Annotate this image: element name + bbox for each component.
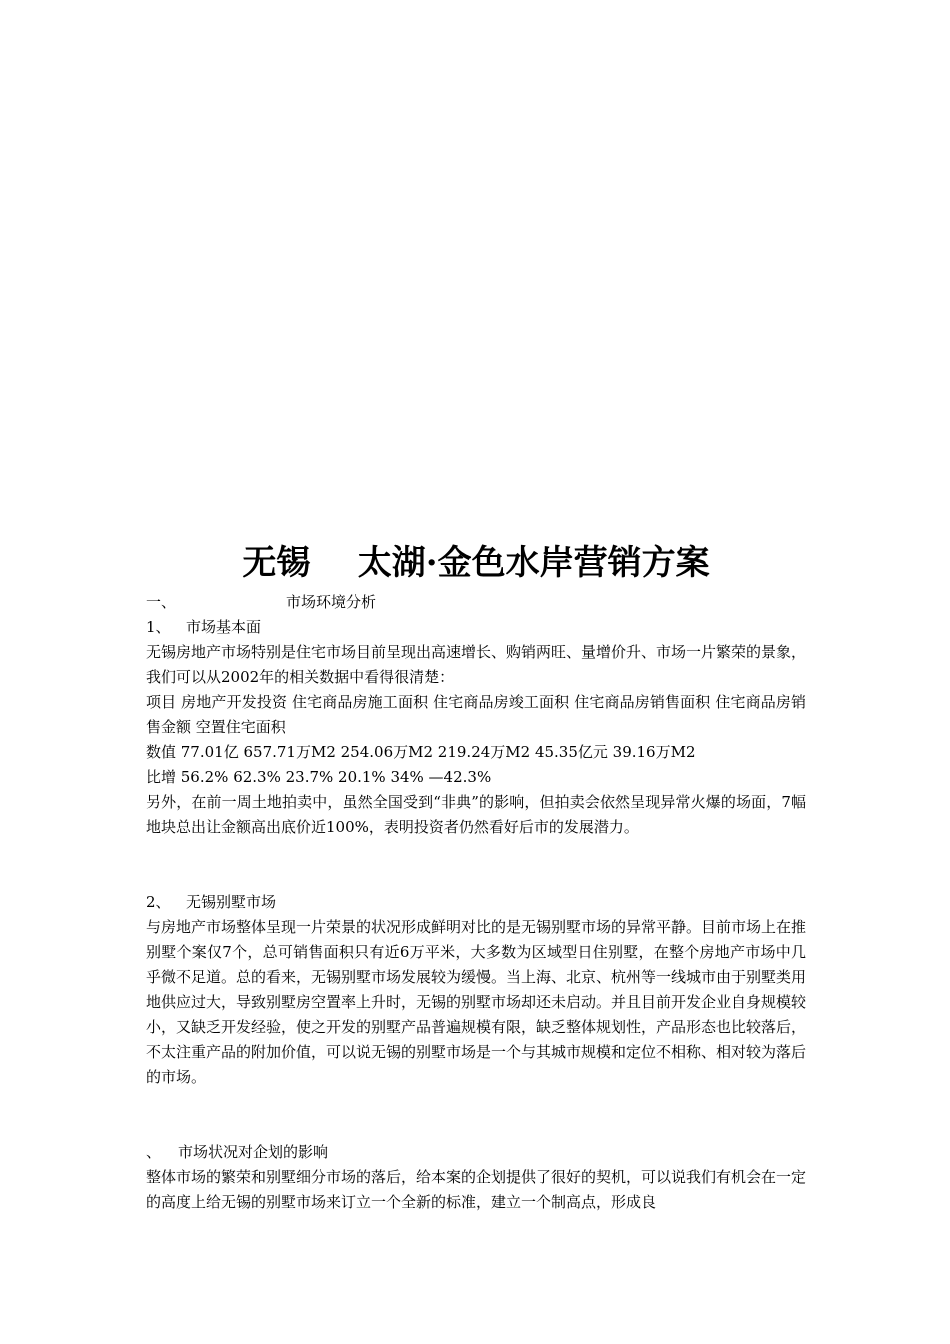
subsection-title: 无锡别墅市场: [186, 893, 277, 911]
section-title: 市场环境分析: [286, 593, 377, 611]
data-row-growth: 比增 56.2% 62.3% 23.7% 20.1% 34% —42.3%: [146, 768, 492, 786]
subsection-number: 、: [146, 1143, 162, 1161]
section-number: 一、: [146, 593, 177, 611]
subsection-number: 2、: [146, 893, 171, 911]
subsection-heading-3: [146, 1140, 806, 1165]
document-content: [146, 536, 806, 1215]
subsection-title: 市场状况对企划的影响: [178, 1143, 329, 1161]
subsection-heading-1: [146, 615, 806, 640]
planning-impact-paragraph: 整体市场的繁荣和别墅细分市场的落后，给本案的企划提供了很好的契机，可以说我们有机会在一定的高度上给无锡的别墅市场来订立一个全新的标准，建立一个制高点，形成良: [146, 1168, 807, 1211]
data-row-values: 数值 77.01亿 657.71万M2 254.06万M2 219.24万M2 45.35亿元 39.16万M2: [146, 743, 696, 761]
land-auction-paragraph: 另外，在前一周土地拍卖中，虽然全国受到“非典”的影响，但拍卖会依然呈现异常火爆的场面，7幅地块总出让金额高出底价近100%，表明投资者仍然看好后市的发展潜力。: [146, 793, 806, 836]
villa-market-paragraph: 与房地产市场整体呈现一片荣景的状况形成鲜明对比的是无锡别墅市场的异常平静。目前市场上在推别墅个案仅7个，总可销售面积只有近6万平米，大多数为区域型日住别墅，在整个房地产市场中几乎微不足道。总的看来，无锡别墅市场发展较为缓慢。当上海、北京、杭州等一线城市由于别墅类用地供应过大，导致别墅房空置率上升时，无锡的别墅市场却还未启动。并且目前开发企业自身规模较小，又缺乏开发经验，使之开发的别墅产品普遍规模有限，缺乏整体规划性，产品形态也比较落后，不太注重产品的附加价值，可以说无锡的别墅市场是一个与其城市规模和定位不相称、相对较为落后的市场。: [146, 918, 807, 1086]
spacer: [146, 840, 806, 890]
document-title: 无锡 太湖·金色水岸营销方案: [242, 543, 710, 583]
spacer: [146, 1090, 806, 1140]
subsection-heading-2: [146, 890, 806, 915]
subsection-number: 1、: [146, 618, 171, 636]
subsection-title: 市场基本面: [186, 618, 262, 636]
data-row-items: 项目 房地产开发投资 住宅商品房施工面积 住宅商品房竣工面积 住宅商品房销售面积 住宅商品房销售金额 空置住宅面积: [146, 693, 806, 736]
section-heading-1: [146, 590, 806, 615]
market-intro-paragraph: 无锡房地产市场特别是住宅市场目前呈现出高速增长、购销两旺、量增价升、市场一片繁荣的景象，我们可以从2002年的相关数据中看得很清楚：: [146, 643, 807, 686]
